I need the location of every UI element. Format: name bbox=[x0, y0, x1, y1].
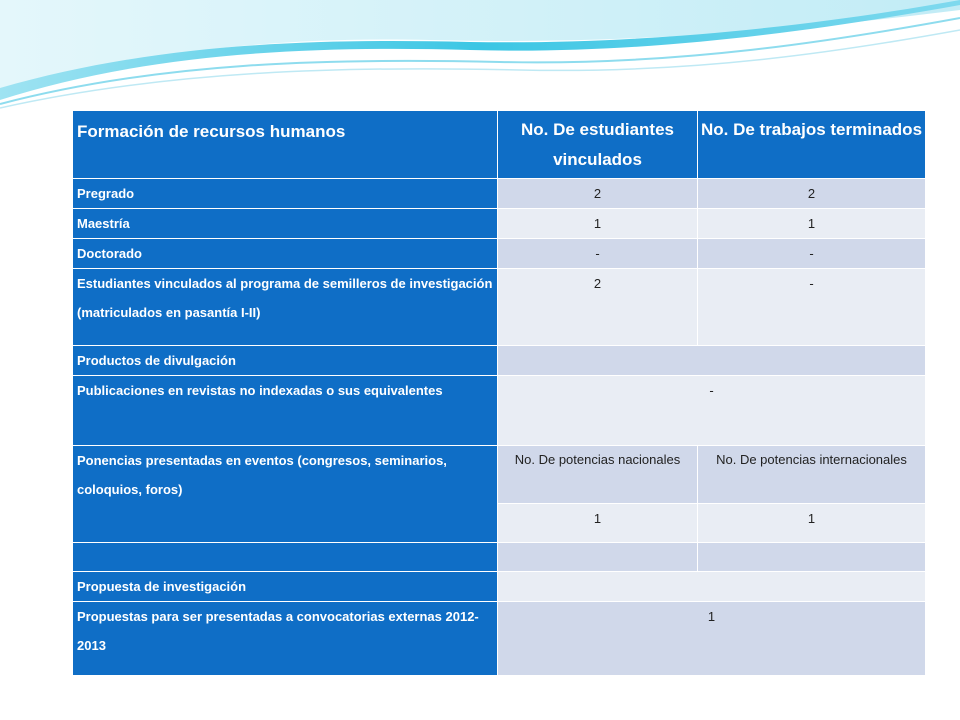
table-row bbox=[73, 602, 926, 676]
row-label-doctorado: Doctorado bbox=[73, 239, 498, 269]
empty-cell bbox=[498, 543, 698, 572]
divulgacion-empty-cell bbox=[498, 346, 926, 376]
table-row bbox=[73, 179, 926, 209]
row-label-propuesta: Propuesta de investigación bbox=[73, 572, 498, 602]
pregrado-estudiantes: 2 bbox=[498, 179, 698, 209]
row-label-convocatorias: Propuestas para ser presentadas a convocatorias externas 2012-2013 bbox=[73, 602, 498, 676]
table-row bbox=[73, 239, 926, 269]
human-resources-table bbox=[72, 110, 926, 676]
publicaciones-value: - bbox=[498, 376, 926, 446]
ponencias-subheader-internacionales: No. De potencias internacionales bbox=[698, 446, 926, 504]
table-row bbox=[73, 376, 926, 446]
row-label-publicaciones: Publicaciones en revistas no indexadas o sus equivalentes bbox=[73, 376, 498, 446]
ponencias-subheader-nacionales: No. De potencias nacionales bbox=[498, 446, 698, 504]
row-label-pregrado: Pregrado bbox=[73, 179, 498, 209]
row-label-divulgacion: Productos de divulgación bbox=[73, 346, 498, 376]
table-row bbox=[73, 446, 926, 504]
maestria-trabajos: 1 bbox=[698, 209, 926, 239]
header-trabajos-terminados: No. De trabajos terminados bbox=[698, 111, 926, 179]
ponencias-internacionales-value: 1 bbox=[698, 504, 926, 543]
table-row bbox=[73, 346, 926, 376]
row-label-empty bbox=[73, 543, 498, 572]
doctorado-trabajos: - bbox=[698, 239, 926, 269]
propuesta-empty-cell bbox=[498, 572, 926, 602]
header-formacion: Formación de recursos humanos bbox=[73, 111, 498, 179]
semilleros-trabajos: - bbox=[698, 269, 926, 346]
row-label-ponencias: Ponencias presentadas en eventos (congresos, seminarios, coloquios, foros) bbox=[73, 446, 498, 543]
table-row bbox=[73, 269, 926, 346]
convocatorias-value: 1 bbox=[498, 602, 926, 676]
table-header-row bbox=[73, 111, 926, 179]
table-row bbox=[73, 209, 926, 239]
decorative-wave bbox=[0, 0, 960, 120]
table-row bbox=[73, 572, 926, 602]
header-estudiantes-vinculados: No. De estudiantes vinculados bbox=[498, 111, 698, 179]
maestria-estudiantes: 1 bbox=[498, 209, 698, 239]
doctorado-estudiantes: - bbox=[498, 239, 698, 269]
row-label-semilleros: Estudiantes vinculados al programa de semilleros de investigación (matriculados en pasantía I-II) bbox=[73, 269, 498, 346]
table-row bbox=[73, 543, 926, 572]
pregrado-trabajos: 2 bbox=[698, 179, 926, 209]
semilleros-estudiantes: 2 bbox=[498, 269, 698, 346]
ponencias-nacionales-value: 1 bbox=[498, 504, 698, 543]
row-label-maestria: Maestría bbox=[73, 209, 498, 239]
empty-cell bbox=[698, 543, 926, 572]
